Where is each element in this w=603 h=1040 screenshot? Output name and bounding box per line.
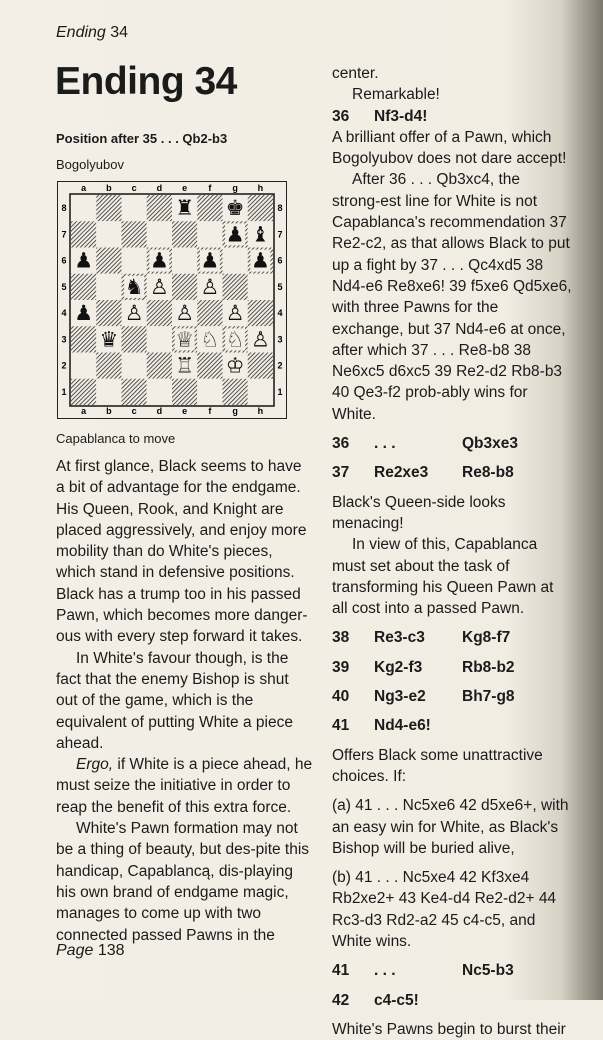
board-square — [248, 300, 273, 326]
move-36-black: 36 . . . Qb3xe3 — [332, 435, 519, 453]
file-label: d — [156, 183, 163, 193]
board-square — [223, 248, 248, 274]
chapter-title: Ending 34 — [55, 60, 237, 103]
chess-piece-black: ♟ — [74, 248, 94, 273]
paragraph: At first glance, Black seems to have a bit of advantage for the endgame. His Queen, Rook, and Knight are placed aggressively, and enjoy more mobility than do White's pieces, which stand in defensive positions. Black has a trump too in his passed Pawn, which becomes more danger-ous with every step forward it takes. — [56, 458, 308, 646]
board-square — [197, 300, 222, 326]
file-label: a — [81, 183, 87, 193]
board-square — [71, 274, 96, 300]
continued-line: center. — [332, 65, 379, 82]
file-label: f — [208, 406, 212, 416]
move-38: 38 Re3-c3 Kg8-f7 — [332, 629, 511, 647]
variation-a: (a) 41 . . . Nc5xe6 42 d5xe6+, with an easy win for White, as Black's Bishop will be buried alive, — [332, 797, 569, 857]
chess-piece-white: ♙ — [225, 301, 245, 326]
rank-label: 6 — [277, 255, 283, 266]
chess-piece-white: ♔ — [225, 353, 245, 378]
rank-label: 4 — [61, 308, 67, 319]
file-label: b — [106, 406, 112, 416]
board-square — [147, 221, 172, 247]
file-label: f — [208, 183, 212, 193]
file-label: b — [106, 183, 112, 193]
board-square — [96, 221, 121, 247]
chess-piece-black: ♝ — [250, 222, 270, 247]
board-square — [96, 353, 121, 379]
board-square — [71, 353, 96, 379]
board-square — [96, 274, 121, 300]
board-square — [122, 353, 147, 379]
chess-piece-white: ♘ — [225, 327, 245, 352]
rank-label: 8 — [61, 203, 67, 214]
board-square — [122, 326, 147, 352]
rank-label: 3 — [277, 334, 283, 345]
chess-diagram — [57, 181, 287, 419]
file-label: c — [131, 406, 137, 416]
move-40: 40 Ng3-e2 Bh7-g8 — [332, 688, 515, 706]
board-square — [172, 248, 197, 274]
file-label: g — [232, 183, 238, 193]
paragraph: A brilliant offer of a Pawn, which Bogolyubov does not dare accept! — [332, 128, 567, 168]
paragraph: In White's favour though, is the fact that the enemy Bishop is shut out of the game, which is the equivalent of putting White a piece ahead. — [56, 649, 293, 752]
left-column — [56, 456, 314, 946]
rank-label: 1 — [61, 386, 67, 397]
board-square — [197, 221, 222, 247]
paragraph: Offers Black some unattractive choices. If: — [332, 746, 543, 785]
chess-piece-black: ♞ — [124, 274, 144, 299]
move-41: 41 Nd4-e6! — [332, 717, 431, 735]
board-square — [96, 248, 121, 274]
chess-piece-black: ♟ — [74, 301, 94, 326]
rank-label: 5 — [61, 281, 67, 292]
chess-piece-white: ♙ — [149, 274, 169, 299]
paragraph: After 36 . . . Qb3xc4, the strong-est line for White is not Capablanca's recommendation 37 Re2-c2, as that allows Black to put up a fight by 37 . . . Qc4xd5 38 Nd4-e6 Re8xe6! 39 f5xe6 Qd5xe6, with three Pawns for the exchange, but 37 Nd4-e6 at once, after which 37 . . . Re8-b8 38 Ne6xc5 d6xc5 39 Re2-d2 Rb8-b3 40 Qe3-f2 prob-ably wins for White. — [332, 171, 572, 423]
remark: Remarkable! — [352, 86, 440, 104]
file-label: g — [232, 406, 238, 416]
board-square — [147, 353, 172, 379]
file-label: d — [156, 406, 163, 416]
rank-label: 5 — [277, 281, 283, 292]
chess-piece-black: ♛ — [99, 327, 119, 352]
chess-piece-white: ♘ — [200, 327, 220, 352]
rank-label: 4 — [277, 308, 283, 319]
board-square — [197, 195, 222, 221]
rank-label: 3 — [61, 334, 67, 345]
board-square — [71, 326, 96, 352]
move-36: 36 Nf3-d4! — [332, 107, 428, 125]
move-37: 37 Re2xe3 Re8-b8 — [332, 464, 514, 482]
variation-b: (b) 41 . . . Nc5xe4 42 Kf3xe4 Rb2xe2+ 43 Ke4-d4 Re2-d2+ 44 Rc3-d3 Rd2-a2 45 c4-c5, and White wins. — [332, 869, 557, 950]
diagram-caption: Capablanca to move — [56, 431, 176, 446]
chess-piece-black: ♟ — [149, 248, 169, 273]
chess-piece-black: ♟ — [250, 248, 270, 273]
board-square — [122, 221, 147, 247]
board-square — [248, 195, 273, 221]
paragraph: White's Pawn formation may not be a thing of beauty, but des-pite this handicap, Capablancą, dis-playing his own brand of endgame magic, manages to come up with two connected passed Pawns in the — [56, 820, 310, 944]
board-square — [147, 379, 172, 405]
chess-piece-white: ♙ — [124, 301, 144, 326]
board-square — [122, 379, 147, 405]
chess-piece-white: ♖ — [175, 353, 195, 378]
board-square — [197, 379, 222, 405]
paragraph-ergo: Ergo, if White is a piece ahead, he must seize the initiative in order to reap the benefit of this extra force. — [56, 756, 313, 816]
board-square — [172, 274, 197, 300]
rank-label: 2 — [61, 360, 67, 371]
board-square — [71, 195, 96, 221]
rank-label: 2 — [277, 360, 283, 371]
file-label: e — [182, 406, 188, 416]
chess-piece-white: ♙ — [200, 274, 220, 299]
board-square — [147, 326, 172, 352]
board-square — [147, 195, 172, 221]
board-square — [96, 195, 121, 221]
right-column — [332, 63, 572, 1040]
paragraph: In view of this, Capablanca must set about the task of transforming his Queen Pawn at all cost into a passed Pawn. — [332, 536, 554, 618]
paragraph: White's Pawns begin to burst their — [332, 1020, 566, 1038]
move-41-black: 41 . . . Nc5-b3 — [332, 962, 514, 980]
chess-piece-white: ♕ — [175, 327, 195, 352]
board-square — [223, 379, 248, 405]
running-head: Ending 34 — [56, 24, 129, 41]
chess-piece-black: ♜ — [175, 196, 195, 221]
file-label: h — [257, 183, 264, 193]
board-square — [172, 379, 197, 405]
board-square — [172, 221, 197, 247]
file-label: a — [81, 406, 87, 416]
rank-label: 1 — [277, 386, 283, 397]
board-square — [96, 379, 121, 405]
board-square — [248, 274, 273, 300]
file-label: h — [257, 406, 264, 416]
rank-label: 7 — [277, 229, 283, 240]
paragraph: Black's Queen-side looks menacing! — [332, 493, 506, 532]
rank-label: 8 — [277, 203, 283, 214]
board-square — [248, 353, 273, 379]
player-label-black: Bogolyubov — [56, 157, 124, 172]
page-number: Page 138 — [56, 942, 125, 959]
position-label: Position after 35 . . . Qb2-b3 — [56, 131, 228, 146]
move-42: 42 c4-c5! — [332, 991, 419, 1009]
board-square — [147, 300, 172, 326]
board-square — [71, 379, 96, 405]
file-label: e — [182, 183, 188, 193]
board-square — [71, 221, 96, 247]
board-square — [122, 248, 147, 274]
board-square — [122, 195, 147, 221]
board-square — [223, 274, 248, 300]
rank-label: 7 — [61, 229, 67, 240]
file-label: c — [131, 183, 137, 193]
board-square — [248, 379, 273, 405]
board-square — [96, 300, 121, 326]
move-39: 39 Kg2-f3 Rb8-b2 — [332, 658, 515, 676]
chess-piece-black: ♟ — [200, 248, 220, 273]
chess-piece-black: ♚ — [225, 196, 245, 221]
rank-label: 6 — [61, 255, 67, 266]
board-square — [197, 353, 222, 379]
chess-piece-white: ♙ — [250, 327, 270, 352]
chess-piece-white: ♙ — [175, 301, 195, 326]
chess-piece-black: ♟ — [225, 222, 245, 247]
